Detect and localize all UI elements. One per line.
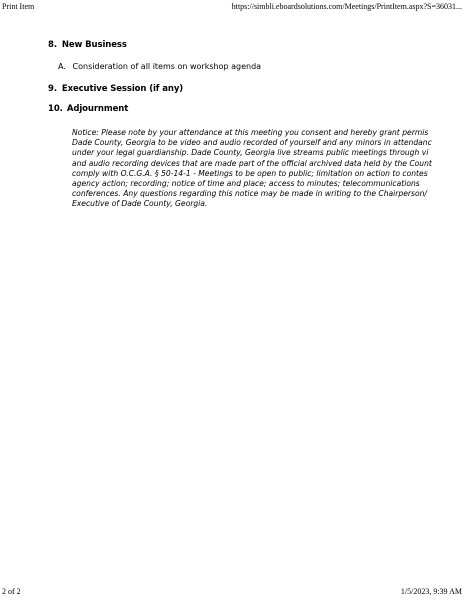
notice-line: agency action; recording; notice of time and place; access to minutes; telecommunications [72,179,420,189]
notice-line: and audio recording devices that are made part of the official archived data held by the Count [72,158,432,168]
agenda-item-number: 10. [48,104,63,114]
agenda-subitem-letter: A. [58,62,66,71]
agenda-subitem-workshop [58,62,261,71]
notice-line: Executive of Dade County, Georgia. [72,199,208,209]
notice-line: comply with O.C.G.A. § 50-14-1 - Meetings to be open to public; limitation on action to contes [72,168,428,178]
page-number: 2 of 2 [2,587,21,596]
agenda-item-title: New Business [61,40,127,50]
agenda-item-title: Executive Session (if any) [61,84,184,94]
agenda-item-number: 8. [48,40,57,50]
notice-line: under your legal guardianship. Dade County, Georgia live streams public meetings through vi [72,148,429,158]
notice-line: Notice: Please note by your attendance at this meeting you consent and hereby grant permis [72,128,429,137]
agenda-item-adjournment [48,104,128,114]
agenda-item-executive-session [48,84,183,94]
agenda-item-new-business [48,40,127,50]
agenda-item-title: Adjournment [66,104,129,114]
notice-line: conferences. Any questions regarding this notice may be made in writing to the Chairperson/ [72,189,427,199]
agenda-subitem-text: Consideration of all items on workshop agenda [72,62,262,71]
notice-line: Dade County, Georgia to be video and audio recorded of yourself and any minors in attendanc [72,138,432,148]
print-header-title: Print Item [2,2,35,11]
agenda-item-number: 9. [48,84,57,94]
recording-notice [72,128,464,210]
print-header-url: https://simbli.eboardsolutions.com/Meetings/PrintItem.aspx?S=36031... [231,2,462,11]
print-timestamp: 1/5/2023, 9:39 AM [400,587,462,596]
